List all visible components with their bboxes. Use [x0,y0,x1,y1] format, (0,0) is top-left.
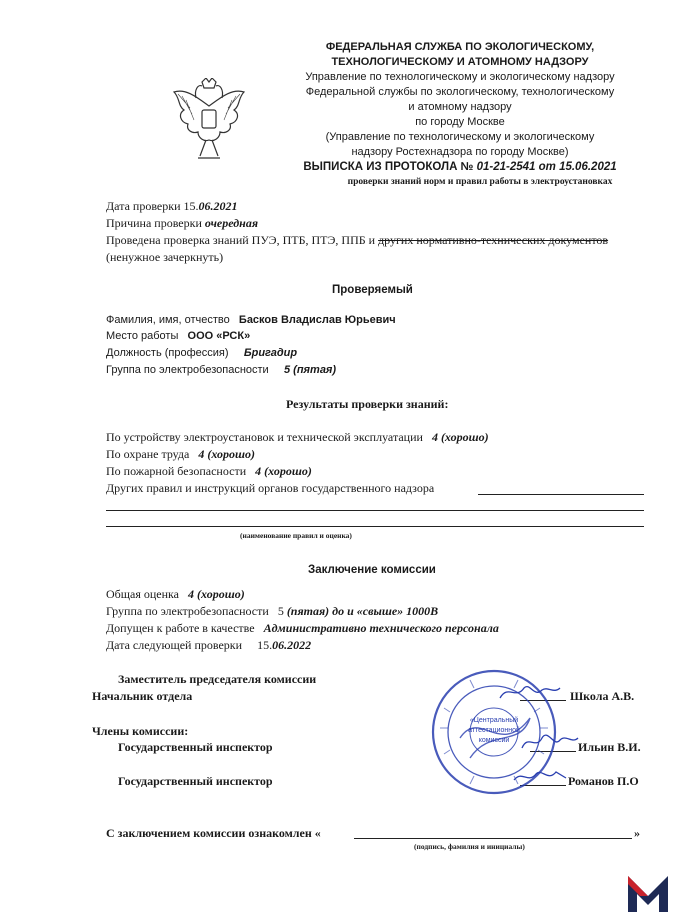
acquainted-line [354,838,632,839]
next-check-rest: 06.2022 [272,638,312,652]
result-item2-value: 4 (хорошо) [198,447,256,461]
dept-line6: надзору Ростехнадзора по городу Москве) [351,146,569,158]
check-date-rest: 06.2021 [198,199,238,213]
head-title: Начальник отдела [92,689,193,703]
conclusion-section-title: Заключение комиссии [308,564,436,576]
examinee-group-row: Группа по электробезопасности 5 (пятая) [106,364,337,376]
result-item4-line [478,494,644,495]
result-item3-value: 4 (хорошо) [255,464,312,478]
inspector2-title: Государственный инспектор [118,774,273,788]
check-date-row: Дата проверки 15.06.2021 [106,199,238,213]
workplace-value: ООО «РСК» [187,330,251,342]
examinee-group-value: 5 (пятая) [284,364,337,376]
dept-line5: (Управление по технологическому и экологическому [325,131,595,143]
acquainted-label: С заключением комиссии ознакомлен « [106,826,321,840]
result-item4: Других правил и инструкций органов государственного надзора [106,481,435,495]
members-label: Члены комиссии: [92,724,189,738]
dept-line1: Управление по технологическому и экологическому надзору [305,71,615,83]
strike-note: (ненужное зачеркнуть) [106,250,224,264]
result-item3: По пожарной безопасности 4 (хорошо) [106,464,312,478]
dept-line2: Федеральной службы по экологическому, технологическому [305,86,615,98]
extract-subtitle: проверки знаний норм и правил работы в электроустановках [347,177,613,187]
seal-center-line1: «Центральный [469,717,519,724]
signature-inspector2 [512,766,568,786]
position-value: Бригадир [243,347,298,359]
conclusion-group-value: (пятая) до и «свыше» 1000В [286,604,439,618]
workplace-row: Место работы ООО «РСК» [106,330,251,342]
extract-number: 01-21-2541 от 15.06.2021 [476,161,617,173]
admitted-value: Административно технического персонала [263,621,499,635]
signature-inspector1 [520,730,580,752]
acquainted-close: » [634,826,640,840]
examinee-name-value: Басков Владислав Юрьевич [238,314,396,326]
agency-line2: ТЕХНОЛОГИЧЕСКОМУ И АТОМНОМУ НАДЗОРУ [331,56,589,68]
signature-head [498,682,562,702]
overall-row: Общая оценка 4 (хорошо) [106,587,245,601]
overall-value: 4 (хорошо) [188,587,245,601]
results-caption: (наименование правил и оценка) [240,531,352,540]
examinee-section-title: Проверяемый [332,284,413,296]
next-check-day: 15. [257,638,273,652]
double-headed-eagle-emblem-icon [168,78,250,166]
extract-title: ВЫПИСКА ИЗ ПРОТОКОЛА № 01-21-2541 от 15.06.2021 [303,161,617,173]
check-reason-row: Причина проверки очередная [106,216,259,230]
result-line-1 [106,510,644,511]
conclusion-group-row: Группа по электробезопасности 5 (пятая) до и «свыше» 1000В [106,604,439,618]
result-item2: По охране труда 4 (хорошо) [106,447,256,461]
next-check-row: Дата следующей проверки 15.06.2022 [106,638,312,652]
head-name: Школа А.В. [570,689,635,703]
struck-text: других нормативно-технических документов [378,233,609,247]
check-date-day: 15. [183,199,199,213]
check-performed-row: Проведена проверка знаний ПУЭ, ПТБ, ПТЭ, ППБ и других нормативно-технических документов [106,233,609,247]
position-row: Должность (профессия) Бригадир [106,347,298,359]
admitted-row: Допущен к работе в качестве Административно технического персонала [106,621,499,635]
sign-caption: (подпись, фамилия и инициалы) [414,842,525,851]
check-reason-value: очередная [204,216,259,230]
inspector2-name: Романов П.О [568,774,639,788]
seal-center-line2: аттестационной [468,727,520,734]
inspector1-name: Ильин В.И. [578,740,641,754]
results-section-title: Результаты проверки знаний: [286,397,449,411]
seal-center-line3: комиссии [478,737,510,744]
examinee-name-row: Фамилия, имя, отчество Басков Владислав Юрьевич [106,314,396,326]
result-item1: По устройству электроустановок и технической эксплуатации 4 (хорошо) [106,430,489,444]
m-logo-icon [626,872,670,914]
deputy-chair-title: Заместитель председателя комиссии [118,672,317,686]
dept-line3: и атомному надзору [408,101,512,113]
result-item1-value: 4 (хорошо) [431,430,489,444]
inspector1-title: Государственный инспектор [118,740,273,754]
result-line-2 [106,526,644,527]
agency-line1: ФЕДЕРАЛЬНАЯ СЛУЖБА ПО ЭКОЛОГИЧЕСКОМУ, [325,41,595,53]
conclusion-group-num: 5 [277,604,284,618]
dept-line4: по городу Москве [415,116,505,128]
